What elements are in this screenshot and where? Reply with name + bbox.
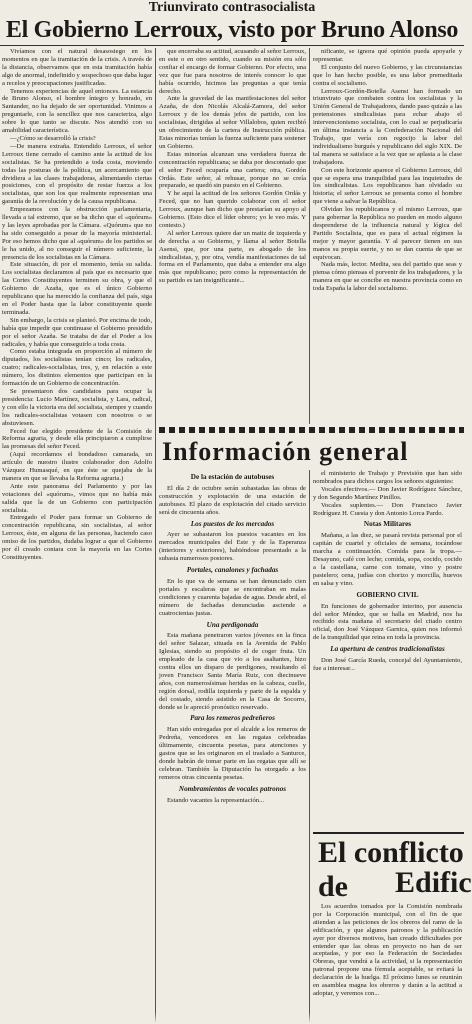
paragraph: Lerroux-Gordón-Botella Asensi han formado un triunvirato que combaten contra los socialistas y la Unión General de Trabajadores, dando paso quizás a las pretensiones sindicalistas para echar abajo el intervencionismo socialista, con lo cual se perjudicaría en última instancia a la Confederación Nacional del Trabajo, que vería con regocijo la labor del individualismo burgués y republicano del siglo XIX. De tal manera se satisface a la vez que se aplasta a la clase trabajadora. — [313, 87, 462, 166]
conflict-text: Los acuerdos tomados por la Comisión nombrada por la Corporación municipal, con el fin de que atiendan a las peticiones de los obreros del ramo de la edificación, y que algunos patronos y la publicación ayer por diversos motivos, han creado dificultades por entender que las obras en proyecto no han de ser aceptadas, y por eso la Federación de Sociedades Obreras, que vendrá a la actividad, si la representación patronal propone una fórmula aceptable, se evitará la declaración de la huelga. El próximo lunes se reunirán en asamblea magna los obreros y darán a la actitud a adoptar, y veremos con... — [313, 903, 462, 997]
conflict-title: El conflicto de — [318, 836, 464, 903]
paragraph: Estas minorías alcanzan una verdadera fuerza de concentración republicana; se daba por descontado que el señor Feced ocuparía una cartera; otra, Gordón Ordás. Este señor, al rehusar, porque no se creía preparado, se quedó sin puesto en el Gobierno. — [159, 150, 306, 190]
news-text: El día 2 de octubre serán subastadas las obras de construcción y explotación de una estación de autobuses. El plazo de explotación del citado servicio será de cincuenta años. — [159, 484, 306, 516]
paragraph: Con este horizonte aparece el Gobierno Lerroux, del que se espera una tranquilidad para las inquietudes de los sindicalistas. Los republicanos han olvidado su historia; el señor Lerroux se presenta como el hombre que viene a salvar la República. — [313, 166, 462, 206]
bottom-fade — [0, 1012, 464, 1024]
news-subhead: Portales, canalones y fachadas — [186, 566, 279, 575]
paragraph: (Aquí recordamos el bondadoso camarada, un artículo de nuestro ilustre colaborador don Adolfo Vázquez Humasqué, en que éste se quejaba de la manera en que se llevaba la Reforma agraria.) — [2, 451, 152, 482]
headline: El Gobierno Lerroux, visto por Bruno Alonso — [5, 17, 459, 43]
conflict-rule — [313, 832, 464, 834]
news-subhead: GOBIERNO CIVIL — [356, 590, 419, 599]
news-text: Mañana, a las diez, se pasará revista personal por el capitán de cuartel y oficiales de semana, tocándose marcha a continuación. Comida para la tropa.— Desayuno, café con leche; comida, sopa, cocido, cocido a la castellana, carne con tomate, vino y postre pastelero; cena, judías con chorizo y morcilla, huevos en salsa y vino. — [313, 532, 462, 587]
news-subhead: Los puestos de los mercados — [190, 519, 275, 528]
article-column-3 — [313, 48, 462, 424]
news-text: Estando vacantes la representación... — [167, 796, 265, 804]
conflict-title-2: Edific — [395, 866, 472, 899]
paragraph: Sin embargo, la crisis se planteó. Por encima de todo, había que impedir que continuase el Gobierno presidido por el señor Azaña. Se trataba de dar el Poder a los radicales, y había que conseguirlo a toda costa. — [2, 316, 152, 348]
news-text: Esta mañana penetraron varios jóvenes en la finca del señor Salazar, situada en la Avenida de Pablo Iglesias, siendo su propósito el de coger fruta. Un empleado de la casa que vio a los asaltantes, hizo contra ellos un disparo de perdigones, resultando el joven Francisco Santa María Ruiz, con diecinueve años, con numerosísimas heridas en la cabeza, cuello, región dorsal, rodilla izquierda y parte de la espalda y del costado, siendo asistido en la Casa de Socorro, donde se le apreció pronóstico reservado. — [159, 632, 306, 711]
paragraph: Vivíamos con el natural desasosiego en los momentos en que la tramitación de la crisis. A través de la distancia, observamos que en esta tramitación había algo de anormal, indefinido y sospechoso que daba lugar a recelos y preocupaciones justificadas. — [2, 48, 152, 87]
column-divider — [155, 48, 156, 1022]
news-text: Ayer se subastaron los puestos vacantes en los mercados municipales del Este y de la Esperanza (interiores y exteriores), habiéndose presentado a la subasta numerosos postores. — [159, 531, 306, 563]
paragraph: Feced fue elegido presidente de la Comisión de Reforma agraria, y desde ella principiaron a cumplirse las promesas del señor Feced. — [2, 427, 152, 451]
column-divider — [309, 48, 310, 424]
paragraph: —De manera extraña. Entendido Lerroux, el señor Lerroux tiene cerrado el camino ante la actitud de los socialistas. Se ha pretendido a toda costa, moviendo todas las posturas de la política, un acercamiento que dividiera a las clases trabajadoras, alimentando ciertas posiciones, con el propósito de restar fuerza a los socialistas, que son los que realmente representan una garantía de la revolución y de la causa republicana. — [2, 142, 152, 206]
paragraph: nificante, se ignora qué opinión pueda apoyarle y representar. — [313, 48, 462, 63]
news-subhead: La apertura de centros tradicionalistas — [330, 645, 445, 654]
paragraph: —¿Cómo se desarrolló la crisis? — [10, 134, 96, 142]
article-column-1 — [2, 48, 152, 1022]
section-divider — [159, 427, 464, 433]
paragraph: Entregado el Poder para formar un Gobierno de concentración republicana, sin socialistas, al señor Lerroux, éste, en alguna de las personas, haciendo caso omiso de los partidos, dudaba lograr a que el Gobierno por él creado contara con la mayoría en las Cortes Constituyentes. — [2, 514, 152, 561]
news-subhead: Notas Militares — [363, 520, 412, 529]
news-subhead: Para los remeros pedreñeros — [190, 714, 275, 723]
news-text: En funciones de gobernador interino, por ausencia del señor Méndez, que se halla en Madrid, nos ha recibido esta mañana el secretario del citado centro oficial, don José Vázquez Garnica, quien nos informó de la tranquilidad que reina en toda la provincia. — [313, 602, 462, 642]
news-text: En lo que va de semana se han denunciado cien portales y escaleras que se encontraban en malas condiciones y cuarenta bajadas de agua. Desde abril, el número de fachadas denunciadas asciende a cuatrocientas justas. — [159, 577, 306, 617]
news-subhead: Una perdigonada — [206, 620, 259, 629]
paragraph: Tenemos experiencias de aquel entonces. La estancia de Bruno Alonso, el hombre íntegro y honrado, en Santander, no ha dejado de ser oportunidad. Vinimos a preguntarle, con la sencillez que nos caracteriza, algo sobre lo que tanto se discute. Nos atendió con su amabilidad característica. — [2, 87, 152, 135]
headline-rule — [0, 45, 464, 46]
news-text: el ministerio de Trabajo y Previsión que han sido nombrados para dichos cargos los señores siguientes: — [313, 470, 462, 485]
paragraph: Olvidan los republicanos y el mismo Lerroux, que para gobernar la República no pueden en modo alguno desprenderse de la influencia natural y lógica del Partido Socialista, que es para el actual régimen la mejor y mayor garantía. Y al parecer tienen en sus manos su propia suerte, y no se dan cuenta de que se equivocan. — [313, 206, 462, 261]
news-text: Don José García Rueda, concejal del Ayuntamiento, fue a interesar... — [313, 657, 462, 672]
general-column-left — [159, 470, 306, 1022]
paragraph: Nada más, lector. Medita, sea del partido que seas y piensa cómo piensas el porvenir de los trabajadores, y la manera en que se concibe en nuestra provincia como en toda España la labor del socialismo. — [313, 261, 462, 293]
section-title: Información general — [162, 437, 409, 466]
paragraph: Este situación, di por el momento, tenía su salida. Los socialistas declaramos al país que es necesario que las Cortes Constituyentes terminen su obra, y que el Gobierno de Azaña, que es el único Gobierno republicano que ha merecido la confianza del país, siga en el Poder hasta que la labor constituyente quede terminada. — [2, 261, 152, 316]
paragraph: que encerraba su actitud, acusando al señor Lerroux, en este o en otro sentido, cuando su misión era sólo confiar el encargo de formar Gobierno. Por efecto, una vez que fue para nosotros de interés conocer lo que había ocurrido, hicimos las preguntas a que tenía derecho. — [159, 48, 306, 95]
news-text: Vocales suplentes.— Don Francisco Javier Rodríguez H. Cuesta y don Antonio Lorca Pardo. — [313, 501, 462, 517]
paragraph: El conjunto del nuevo Gobierno, y las circunstancias que lo han hecho posible, es una labor premeditada contra el socialismo. — [313, 63, 462, 87]
paragraph: Al señor Lerroux quiere dar un matiz de izquierda y de derecha a su Gobierno, y llama al señor Botella Asensi, que, por una parte, es abogado de los sindicalistas, y, por otra, vendía manifestaciones de tal forma en el Parlamento, que daba a entender era algo más que republicano; pero como la representación de su partido es tan insignificante... — [159, 229, 306, 285]
kicker: Triunvirato contrasocialista — [148, 0, 316, 15]
news-subhead: De la estación de autobuses — [190, 473, 275, 481]
news-subhead: Nombramientos de vocales patronos — [178, 784, 287, 793]
paragraph: Y he aquí la actitud de los señores Gordón Ordás y Feced, que no han querido colaborar con el señor Lerroux, aunque han dicho que prestarían su apoyo al Gobierno. (Esto dice el líder obrero; yo le veo más. Y contesto.) — [159, 190, 306, 229]
paragraph: Se presentaron dos candidatos para ocupar la presidencia: Lucio Martínez, socialista, y Lara, radical, y con ello la victoria era del socialista, siempre y cuando los radicales-socialistas votasen con nosotros o se abstuviesen. — [2, 387, 152, 427]
paragraph: Ante este panorama del Parlamento y por las votaciones del «quórum», vimos que no había más salida que la de un Gobierno con participación socialista. — [2, 482, 152, 514]
paragraph: Ante la gravedad de las manifestaciones del señor Azaña, de don Nicolás Alcalá-Zamora, del señor Lerroux y de los demás jefes de partido, con los socialistas, dirigidas al señor Villalobos, quien recibió un ofrecimiento de la cartera de Instrucción pública. Estas minorías tenían la fuerza suficiente para sostener un Gobierno. — [159, 95, 306, 150]
paragraph: Empezamos con la obstrucción parlamentaria, llevada a tal extremo, que se ha dicho que el «quórum» y las leyes aprobadas por la Cámara. «Quórum» que no ha sido conseguido a pesar de la mayoría ministerial. Por eso hemos dicho que al «quórum» de los partidos se le ha unido, al no conseguir el número suficiente, la presencia de los socialistas en la Cámara. — [2, 206, 152, 261]
news-text: Vocales efectivos.— Don Javier Rodríguez Sánchez, y don Segundo Martínez Pinillos. — [313, 485, 462, 501]
general-column-right — [313, 470, 462, 830]
article-column-2 — [159, 48, 306, 424]
news-text: Han sido entregadas por el alcalde a los remeros de Pedreña, vencedores en las regatas celebradas últimamente, cincuenta pesetas, para atenciones y gastos que se les originaron en el traslado a Santurce, donde habrán de tomar parte en las regatas que allí se celebran. También la Diputación ha otorgado a los remeros otras cincuenta pesetas. — [159, 726, 306, 781]
conflict-column — [313, 903, 462, 1022]
column-divider — [309, 470, 310, 1022]
paragraph: Como estaba integrada en proporción al número de diputados, los socialistas tenían cinco; los radicales, cuatro; radicales-socialistas, tres, y, en relación a este número, los distintos elementos que participan en la formación de un Gobierno de concentración. — [2, 348, 152, 388]
